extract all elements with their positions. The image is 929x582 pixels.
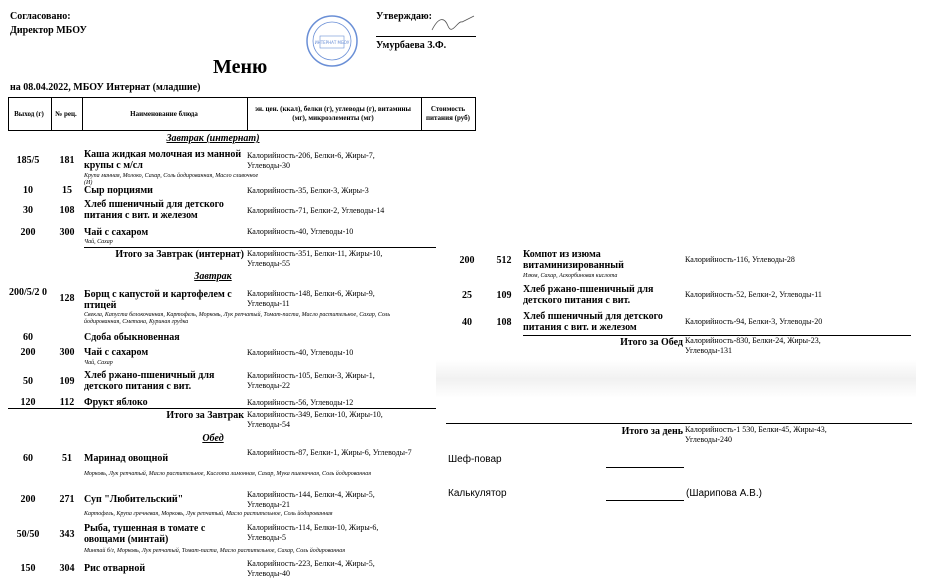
stamp-text: ИНТЕРНАТ МБОУ bbox=[314, 40, 350, 45]
total-breakfast-value: Калорийность-349, Белки-10, Жиры-10, Углеводы-54 bbox=[247, 410, 383, 429]
col-name: Наименование блюда bbox=[130, 109, 198, 118]
row-output: 120 bbox=[20, 397, 36, 408]
row-output: 200 bbox=[20, 227, 36, 238]
page-title: Меню bbox=[213, 56, 268, 78]
row-output: 200 bbox=[20, 494, 36, 505]
col-nutrition: эн. цен. (ккал), белки (г), углеводы (г), витамины (мг), микроэлементы (мг) bbox=[254, 105, 412, 122]
row-nutrition: Калорийность-148, Белки-6, Жиры-9, Углеводы-11 bbox=[247, 289, 375, 308]
row-output: 60 bbox=[23, 453, 33, 464]
row-nutrition: Калорийность-40, Углеводы-10 bbox=[247, 227, 354, 236]
section-lunch: Обед bbox=[202, 433, 224, 444]
row-output: 200/5/2 0 bbox=[8, 287, 48, 298]
confirm-label: Утверждаю: bbox=[376, 11, 432, 22]
row-nutrition: Калорийность-223, Белки-4, Жиры-5, Углеводы-40 bbox=[247, 559, 375, 578]
page-break-band bbox=[436, 360, 916, 398]
row-recipe: 304 bbox=[59, 563, 75, 574]
row-output: 25 bbox=[462, 290, 472, 301]
row-recipe: 512 bbox=[496, 255, 512, 266]
row-recipe: 108 bbox=[59, 205, 75, 216]
row-recipe: 181 bbox=[59, 155, 75, 166]
approved-block bbox=[10, 10, 87, 38]
col-output: Выход (г) bbox=[14, 109, 44, 118]
row-nutrition: Калорийность-114, Белки-10, Жиры-6, Углеводы-5 bbox=[247, 523, 379, 542]
approved-label: Согласовано: bbox=[10, 11, 71, 22]
stamp-seal bbox=[305, 14, 359, 68]
row-recipe: 112 bbox=[59, 397, 75, 408]
row-dish: Рис отварной bbox=[84, 563, 146, 574]
row-dish: Рыба, тушенная в томате с овощами (минтай) bbox=[84, 523, 206, 545]
row-recipe: 300 bbox=[59, 347, 75, 358]
row-dish: Сдоба обыкновенная bbox=[84, 332, 180, 343]
row-nutrition: Калорийность-87, Белки-1, Жиры-6, Углеводы-7 bbox=[247, 448, 412, 457]
row-output: 60 bbox=[23, 332, 33, 343]
total-day-value: Калорийность-1 530, Белки-45, Жиры-43, Углеводы-240 bbox=[685, 425, 827, 444]
total-day-label: Итого за день bbox=[621, 426, 683, 437]
row-ingredients: Крупа манная, Молоко, Сахар, Соль йодированная, Масло сливочное (И) bbox=[84, 173, 259, 186]
row-dish: Борщ с капустой и картофелем с птицей bbox=[84, 289, 232, 311]
row-ingredients: Чай, Сахар bbox=[84, 239, 113, 245]
row-dish: Каша жидкая молочная из манной крупы с м/сл bbox=[84, 149, 242, 171]
divider bbox=[446, 423, 912, 424]
confirm-name: Умурбаева З.Ф. bbox=[376, 40, 447, 51]
row-dish: Хлеб пшеничный для детского питания с вит. и железом bbox=[84, 199, 224, 221]
divider bbox=[8, 408, 436, 409]
calc-name: (Шарипова А.В.) bbox=[686, 488, 762, 499]
row-dish: Хлеб пшеничный для детского питания с вит. и железом bbox=[523, 311, 663, 333]
row-output: 10 bbox=[23, 185, 33, 196]
row-nutrition: Калорийность-40, Углеводы-10 bbox=[247, 348, 354, 357]
row-nutrition: Калорийность-206, Белки-6, Жиры-7, Углеводы-30 bbox=[247, 151, 375, 170]
row-output: 185/5 bbox=[16, 155, 40, 166]
row-dish: Маринад овощной bbox=[84, 453, 169, 464]
col-cost: Стоимость питания (руб) bbox=[425, 105, 471, 122]
row-nutrition: Калорийность-52, Белки-2, Углеводы-11 bbox=[685, 290, 822, 299]
row-ingredients: Морковь, Лук репчатый, Масло растительное, Кислота лимонная, Сахар, Мука пшеничная, Соль йодированная bbox=[84, 471, 372, 477]
signature bbox=[428, 12, 478, 34]
row-dish: Компот из изюма витаминизированный bbox=[523, 249, 624, 271]
section-breakfast: Завтрак bbox=[194, 271, 232, 282]
director-label: Директор МБОУ bbox=[10, 25, 87, 36]
total-breakfast-internat-value: Калорийность-351, Белки-11, Жиры-10, Углеводы-55 bbox=[247, 249, 383, 268]
row-dish: Фрукт яблоко bbox=[84, 397, 148, 408]
row-recipe: 109 bbox=[59, 376, 75, 387]
row-recipe: 108 bbox=[496, 317, 512, 328]
row-dish: Чай с сахаром bbox=[84, 347, 149, 358]
row-recipe: 109 bbox=[496, 290, 512, 301]
section-breakfast-internat: Завтрак (интернат) bbox=[166, 133, 260, 144]
calc-label: Калькулятор bbox=[448, 488, 507, 499]
row-recipe: 343 bbox=[59, 529, 75, 540]
row-recipe: 15 bbox=[62, 185, 72, 196]
row-nutrition: Калорийность-56, Углеводы-12 bbox=[247, 398, 354, 407]
total-lunch-label: Итого за Обед bbox=[620, 337, 683, 348]
row-nutrition: Калорийность-35, Белки-3, Жиры-3 bbox=[247, 186, 369, 195]
row-output: 50 bbox=[23, 376, 33, 387]
row-output: 30 bbox=[23, 205, 33, 216]
col-recipe: № рец. bbox=[55, 109, 77, 118]
row-nutrition: Калорийность-71, Белки-2, Углеводы-14 bbox=[247, 206, 385, 215]
total-breakfast-internat-label: Итого за Завтрак (интернат) bbox=[115, 249, 244, 260]
row-nutrition: Калорийность-105, Белки-3, Жиры-1, Углеводы-22 bbox=[247, 371, 375, 390]
row-output: 200 bbox=[459, 255, 475, 266]
divider bbox=[84, 247, 436, 248]
row-dish: Чай с сахаром bbox=[84, 227, 149, 238]
row-output: 50/50 bbox=[16, 529, 40, 540]
row-ingredients: Чай, Сахар bbox=[84, 360, 113, 366]
confirm-block bbox=[376, 10, 432, 24]
row-output: 40 bbox=[462, 317, 472, 328]
row-ingredients: Картофель, Крупа гречневая, Морковь, Лук репчатый, Масло растительное, Соль йодированная bbox=[84, 511, 333, 517]
row-dish: Сыр порциями bbox=[84, 185, 153, 196]
chef-signature-line bbox=[606, 467, 684, 468]
row-ingredients: Свекла, Капуста белокочанная, Картофель, Морковь, Лук репчатый, Томат-паста, Масло растительное, Сахар, Соль йодированная, Сметана, Куриная грудка bbox=[84, 312, 391, 325]
row-output: 150 bbox=[20, 563, 36, 574]
row-nutrition: Калорийность-144, Белки-4, Жиры-5, Углеводы-21 bbox=[247, 490, 375, 509]
row-recipe: 271 bbox=[59, 494, 75, 505]
row-dish: Суп "Любительский" bbox=[84, 494, 184, 505]
row-dish: Хлеб ржано-пшеничный для детского питания с вит. bbox=[84, 370, 215, 392]
row-recipe: 300 bbox=[59, 227, 75, 238]
total-lunch-value: Калорийность-830, Белки-24, Жиры-23, Углеводы-131 bbox=[685, 336, 821, 355]
row-ingredients: Изюм, Сахар, Аскорбиновая кислота bbox=[523, 273, 618, 279]
row-nutrition: Калорийность-94, Белки-3, Углеводы-20 bbox=[685, 317, 823, 326]
row-recipe: 51 bbox=[62, 453, 72, 464]
row-output: 200 bbox=[20, 347, 36, 358]
row-ingredients: Минтай б/г, Морковь, Лук репчатый, Томат-паста, Масло растительное, Сахар, Соль йодированная bbox=[84, 548, 346, 554]
row-dish: Хлеб ржано-пшеничный для детского питания с вит. bbox=[523, 284, 654, 306]
row-recipe: 128 bbox=[59, 293, 75, 304]
confirm-underline bbox=[376, 36, 476, 37]
chef-label: Шеф-повар bbox=[448, 454, 502, 465]
row-nutrition: Калорийность-116, Углеводы-28 bbox=[685, 255, 795, 264]
calc-signature-line bbox=[606, 500, 684, 501]
date-line: на 08.04.2022, МБОУ Интернат (младшие) bbox=[10, 82, 201, 93]
total-breakfast-label: Итого за Завтрак bbox=[166, 410, 244, 421]
